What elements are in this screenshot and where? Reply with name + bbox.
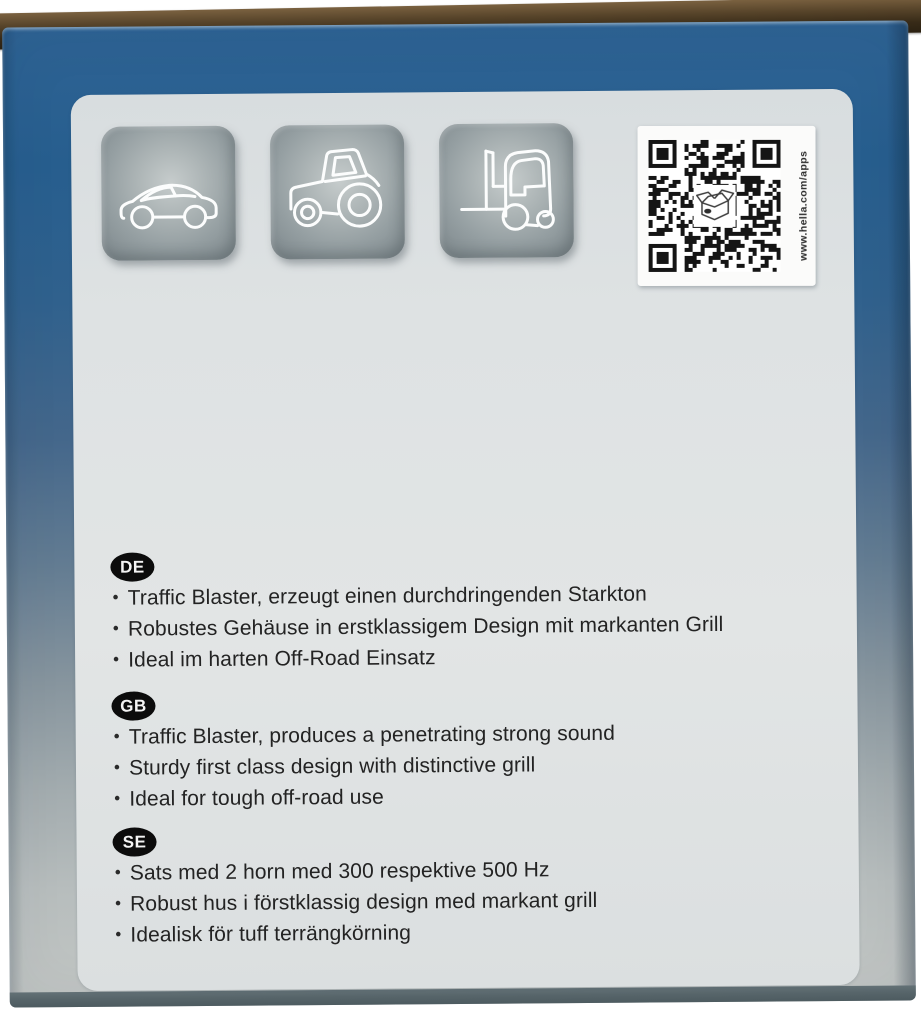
bullet-text: Traffic Blaster, erzeugt einen durchdringenden Starkton: [127, 582, 647, 610]
qr-url-text: www.hella.com/apps: [797, 150, 810, 261]
lang-section-se: [112, 823, 773, 952]
bullet-text: Ideal for tough off-road use: [129, 785, 384, 811]
bullet-item: [112, 749, 772, 785]
vehicle-icons-row: [101, 123, 574, 261]
bullet-item: [111, 641, 771, 677]
bullet-text: Idealisk för tuff terrängkörning: [130, 921, 412, 947]
bullet-item: [112, 718, 772, 754]
box-left-edge-shade: [2, 27, 24, 1007]
bullet-text: Ideal im harten Off-Road Einsatz: [128, 646, 436, 672]
bullet-item: [113, 885, 773, 921]
bullet-text: Robust hus i förstklassig design med markant grill: [130, 888, 598, 916]
bullet-text: Robustes Gehäuse in erstklassigem Design mit markanten Grill: [127, 612, 724, 641]
tractor-icon: [278, 132, 397, 251]
bullet-item: [113, 916, 773, 952]
bullet-item: [112, 780, 772, 816]
bullet-glyph: •: [113, 649, 120, 669]
bullet-glyph: •: [112, 618, 120, 638]
product-box-face: [2, 20, 916, 1007]
vehicle-tile-tractor: [270, 124, 405, 259]
lang-badge-gb: GB: [111, 691, 155, 720]
box-right-edge-shade: [886, 20, 916, 1000]
vehicle-tile-car: [101, 126, 236, 261]
bullet-glyph: •: [113, 757, 121, 777]
bullet-glyph: •: [115, 924, 122, 944]
lang-badge-se: SE: [112, 827, 156, 856]
bullet-item: [111, 579, 771, 615]
info-label: [71, 89, 860, 991]
bullet-text: Sats med 2 horn med 300 respektive 500 Hz: [129, 858, 550, 885]
lang-badge-de: DE: [110, 552, 154, 581]
forklift-icon: [447, 131, 566, 250]
lang-items-gb: [112, 718, 773, 816]
bullet-item: [113, 854, 773, 890]
bullet-item: [111, 610, 771, 646]
lang-items-se: [113, 854, 774, 952]
vehicle-tile-forklift: [439, 123, 574, 258]
bullet-glyph: •: [114, 862, 121, 882]
bullet-glyph: •: [112, 587, 119, 607]
lang-items-de: [111, 579, 772, 677]
open-box-icon: [694, 185, 736, 227]
bullet-glyph: •: [114, 788, 121, 808]
bullet-text: Sturdy first class design with distinctive grill: [128, 753, 536, 780]
lang-section-gb: [111, 687, 772, 816]
bullet-text: Traffic Blaster, produces a penetrating strong sound: [128, 721, 616, 749]
bullet-glyph: •: [113, 726, 120, 746]
qr-sticker: [638, 126, 816, 286]
car-icon: [109, 134, 228, 253]
bullet-glyph: •: [114, 893, 122, 913]
lang-section-de: [110, 548, 771, 677]
